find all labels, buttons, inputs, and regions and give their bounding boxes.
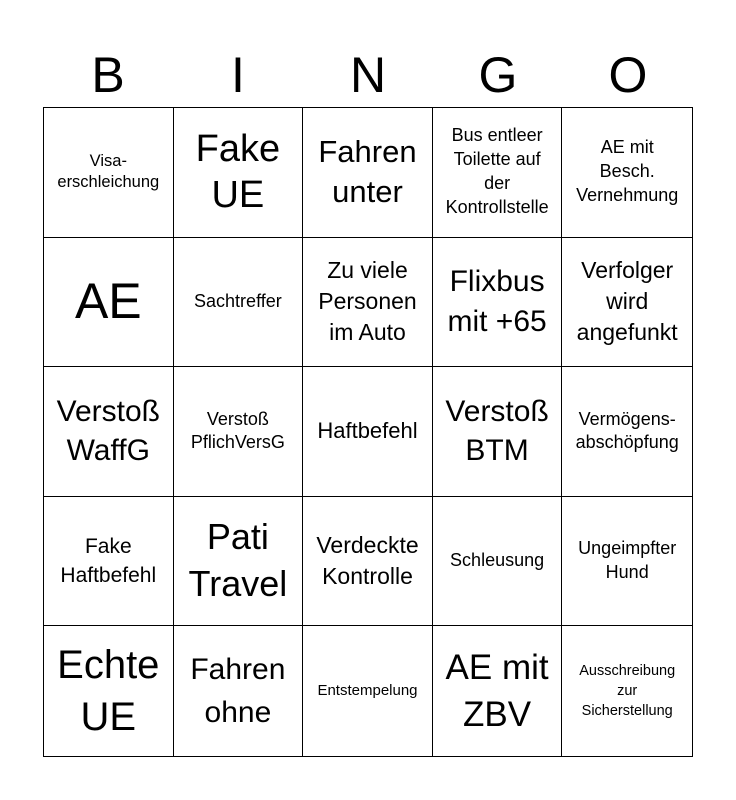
- header-letter-o: O: [608, 47, 648, 103]
- bingo-cell-r2-c4[interactable]: Vermögens- abschöpfung: [562, 367, 692, 497]
- bingo-grid: [43, 107, 693, 757]
- bingo-cell-r4-c1[interactable]: Fahren ohne: [174, 626, 304, 756]
- bingo-cell-r2-c3[interactable]: Verstoß BTM: [433, 367, 563, 497]
- bingo-cell-r4-c4[interactable]: Ausschreibung zur Sicherstellung: [579, 662, 676, 720]
- bingo-header: [43, 45, 693, 105]
- bingo-cell-r2-c2[interactable]: Haftbefehl: [303, 367, 433, 497]
- bingo-cell-r1-c2[interactable]: Zu viele Personen im Auto: [303, 238, 433, 368]
- bingo-cell-r2-c0[interactable]: Verstoß WaffG: [44, 367, 174, 497]
- header-letter-i: I: [231, 47, 245, 103]
- bingo-cell-r1-c3[interactable]: Flixbus mit +65: [433, 238, 563, 368]
- bingo-cell-r3-c1[interactable]: Pati Travel: [174, 497, 304, 627]
- header-letter-g: G: [478, 47, 518, 103]
- bingo-cell-r0-c1[interactable]: Fake UE: [174, 108, 304, 238]
- bingo-cell-r1-c1[interactable]: Sachtreffer: [174, 238, 304, 368]
- bingo-cell-r3-c3[interactable]: Schleusung: [433, 497, 563, 627]
- header-letter-n: N: [349, 47, 387, 103]
- bingo-cell-r3-c2[interactable]: Verdeckte Kontrolle: [303, 497, 433, 627]
- bingo-cell-r0-c2[interactable]: Fahren unter: [303, 108, 433, 238]
- bingo-cell-r0-c4[interactable]: AE mit Besch. Vernehmung: [562, 108, 692, 238]
- header-letter-b: B: [91, 47, 125, 103]
- bingo-cell-r4-c3[interactable]: AE mit ZBV: [433, 626, 563, 756]
- bingo-cell-r1-c0[interactable]: AE: [44, 238, 174, 368]
- bingo-cell-r2-c1[interactable]: Verstoß PflichVersG: [174, 367, 304, 497]
- bingo-cell-r1-c4[interactable]: Verfolger wird angefunkt: [562, 238, 692, 368]
- bingo-cell-r0-c3[interactable]: Bus entleer Toilette auf der Kontrollstelle: [433, 108, 563, 238]
- bingo-cell-r4-c0[interactable]: Echte UE: [44, 626, 174, 756]
- bingo-cell-r0-c0[interactable]: Visa- erschleichung: [44, 108, 174, 238]
- bingo-cell-r3-c0[interactable]: Fake Haftbefehl: [44, 497, 174, 627]
- bingo-cell-r4-c2[interactable]: Entstempelung: [303, 626, 433, 756]
- bingo-cell-r3-c4[interactable]: Ungeimpfter Hund: [562, 497, 692, 627]
